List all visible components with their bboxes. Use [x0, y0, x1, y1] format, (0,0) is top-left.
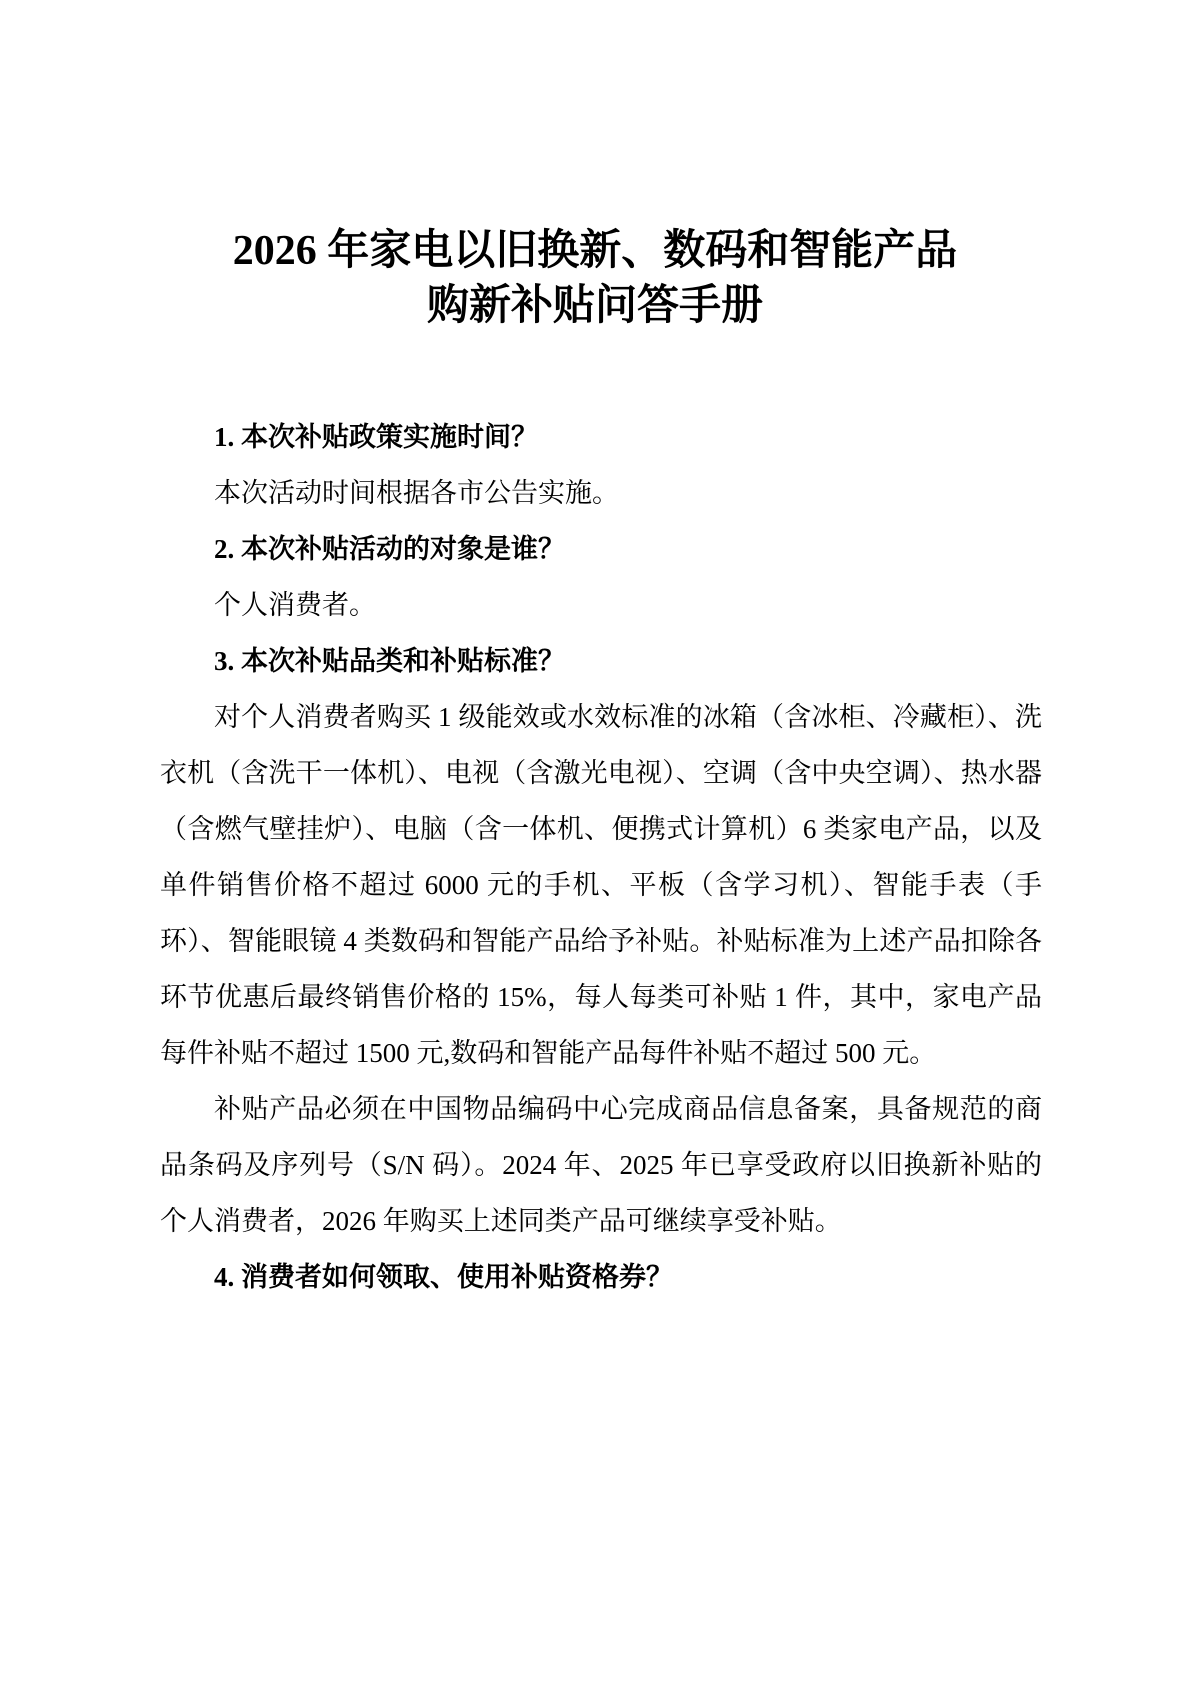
question-4: 4. 消费者如何领取、使用补贴资格券？ [214, 1262, 673, 1293]
document-title-line-1: 2026 年家电以旧换新、数码和智能产品 [232, 228, 958, 275]
answer-3-paragraph-2: 补贴产品必须在中国物品编码中心完成商品信息备案，具备规范的商品条码及序列号（S/N 码）。2024 年、2025 年已享受政府以旧换新补贴的个人消费者，2026 年购买上述同类产品可继续享受补贴。 [160, 1094, 1042, 1237]
answer-1: 本次活动时间根据各市公告实施。 [214, 478, 619, 509]
answer-2: 个人消费者。 [214, 590, 376, 621]
document-title [0, 28, 1190, 334]
question-2: 2. 本次补贴活动的对象是谁？ [214, 534, 565, 565]
question-1: 1. 本次补贴政策实施时间？ [214, 422, 538, 453]
answer-3-paragraph-1: 对个人消费者购买 1 级能效或水效标准的冰箱（含冰柜、冷藏柜）、洗衣机（含洗干一体机）、电视（含激光电视）、空调（含中央空调）、热水器（含燃气壁挂炉）、电脑（含一体机、便携式计算机）6 类家电产品，以及单件销售价格不超过 6000 元的手机、平板（含学习机）、智能手表（手环）、智能眼镜 4 类数码和智能产品给予补贴。补贴标准为上述产品扣除各环节优惠后最终销售价格的 15%，每人每类可补贴 1 件，其中，家电产品每件补贴不超过 1500 元,数码和智能产品每件补贴不超过 500 元。 [160, 702, 1042, 1069]
document-body [160, 409, 1042, 1305]
document-title-line-2: 购新补贴问答手册 [426, 283, 763, 330]
question-3: 3. 本次补贴品类和补贴标准？ [214, 646, 565, 677]
